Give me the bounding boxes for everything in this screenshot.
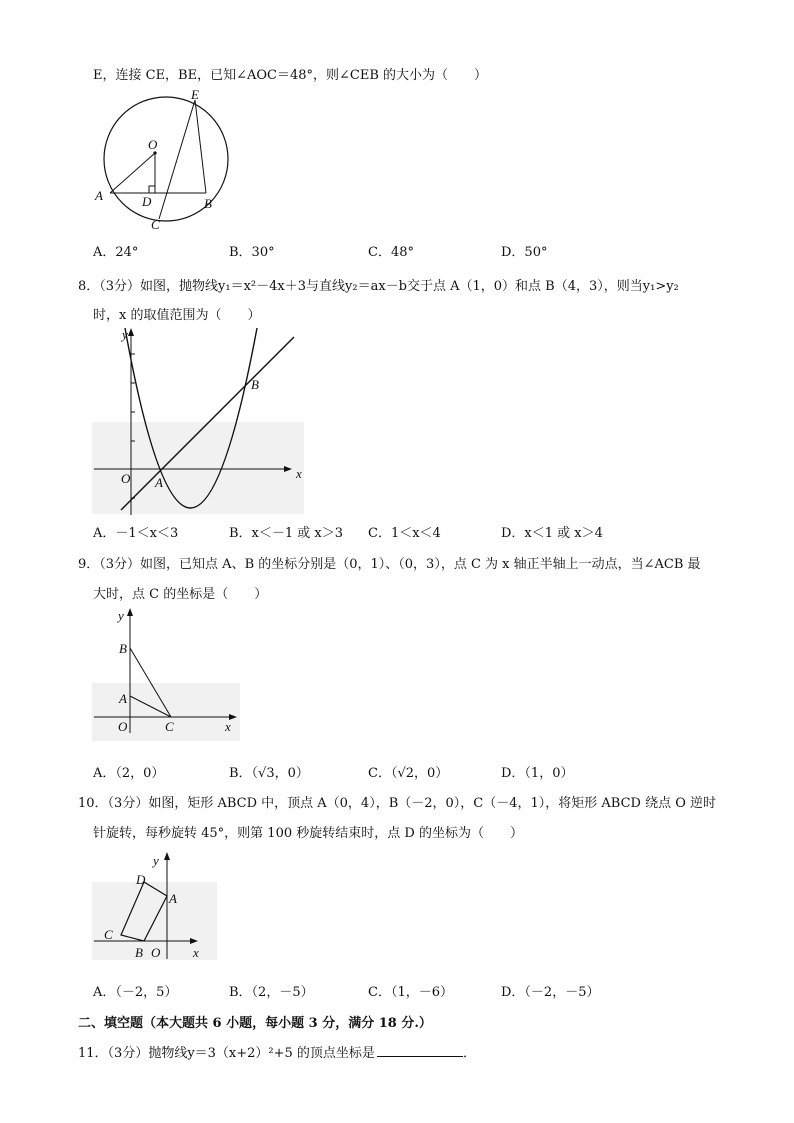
q8-option-a: A．－1＜x＜3 [93, 526, 179, 541]
q9-stem-line1: 9．（3分）如图，已知点 A、B 的坐标分别是（0，1）、（0，3），点 C 为 x 轴正半轴上一动点，当∠ACB 最 [78, 557, 701, 572]
q10-stem-line1: 10．（3分）如图，矩形 ABCD 中，顶点 A（0，4），B（－2，0），C（－4，1），将矩形 ABCD 绕点 O 逆时 [78, 796, 717, 811]
q7-option-b: B．30° [229, 245, 275, 260]
label-B: B [119, 641, 127, 656]
label-C: C [151, 217, 160, 232]
section2-heading: 二、填空题（本大题共 6 小题，每小题 3 分，满分 18 分.） [78, 1016, 432, 1031]
label-y: y [122, 327, 128, 342]
q10-graph-figure [92, 847, 222, 962]
segment-OA [110, 153, 155, 193]
label-O: O [121, 471, 131, 486]
segment-CE [159, 100, 195, 219]
q7-option-a: A．24° [93, 245, 139, 260]
q9-graph-figure [92, 605, 252, 745]
q9-stem-line2: 大时，点 C 的坐标是（ ） [93, 587, 268, 602]
q8-graph-figure [92, 325, 312, 520]
label-B: B [251, 377, 259, 392]
q7-option-c: C．48° [368, 245, 414, 260]
label-y: y [118, 608, 124, 623]
label-x: x [225, 719, 231, 734]
label-A: A [119, 691, 127, 706]
segment-BE [195, 100, 206, 193]
q11-answer-blank[interactable] [377, 1044, 463, 1057]
label-A: A [169, 891, 177, 906]
y-axis-arrow [128, 328, 134, 336]
label-x: x [193, 945, 199, 960]
q9-option-c: C．（√2，0） [368, 766, 449, 781]
label-A: A [155, 475, 163, 490]
label-A: A [95, 188, 103, 203]
q11-stem [78, 1042, 476, 1061]
q9-option-d: D．（1，0） [501, 766, 574, 781]
q11-text: 11．（3分）抛物线y＝3（x+2）²+5 的顶点坐标是 [78, 1046, 375, 1061]
q7-stem: E，连接 CE，BE，已知∠AOC＝48°，则∠CEB 的大小为（ ） [93, 68, 488, 83]
q8-option-c: C．1＜x＜4 [368, 526, 441, 541]
label-O: O [151, 945, 161, 960]
q10-stem-line2: 针旋转，每秒旋转 45°，则第 100 秒旋转结束时，点 D 的坐标为（ ） [93, 826, 523, 841]
q7-circle-figure [88, 86, 258, 236]
q9-option-a: A．（2，0） [93, 766, 165, 781]
label-C: C [104, 927, 113, 942]
label-D: D [136, 872, 146, 887]
label-C: C [165, 719, 174, 734]
q7-option-d: D．50° [501, 245, 548, 260]
q11-tail: ． [462, 1046, 476, 1061]
y-axis-arrow [127, 608, 133, 616]
label-B: B [135, 945, 143, 960]
q8-option-d: D．x＜1 或 x＞4 [501, 526, 603, 541]
label-y: y [153, 853, 159, 868]
label-B: B [204, 196, 212, 211]
label-O: O [118, 719, 128, 734]
q8-stem-line2: 时，x 的取值范围为（ ） [93, 308, 261, 323]
right-angle-mark [149, 186, 155, 193]
y-axis-arrow [164, 852, 170, 860]
q10-option-d: D．（－2，－5） [501, 985, 600, 1000]
q10-option-c: C．（1，－6） [368, 985, 453, 1000]
q10-option-b: B．（2，－5） [229, 985, 314, 1000]
q8-option-b: B．x＜－1 或 x＞3 [229, 526, 344, 541]
q10-option-a: A．（－2，5） [93, 985, 178, 1000]
q9-option-b: B．（√3，0） [229, 766, 309, 781]
label-x: x [296, 466, 302, 481]
label-O: O [148, 137, 158, 152]
label-D: D [142, 194, 152, 209]
label-E: E [191, 87, 199, 102]
q8-stem-line1: 8．（3分）如图，抛物线y₁＝x²－4x＋3与直线y₂＝ax－b交于点 A（1，0）和点 B（4，3），则当y₁>y₂ [78, 279, 679, 294]
